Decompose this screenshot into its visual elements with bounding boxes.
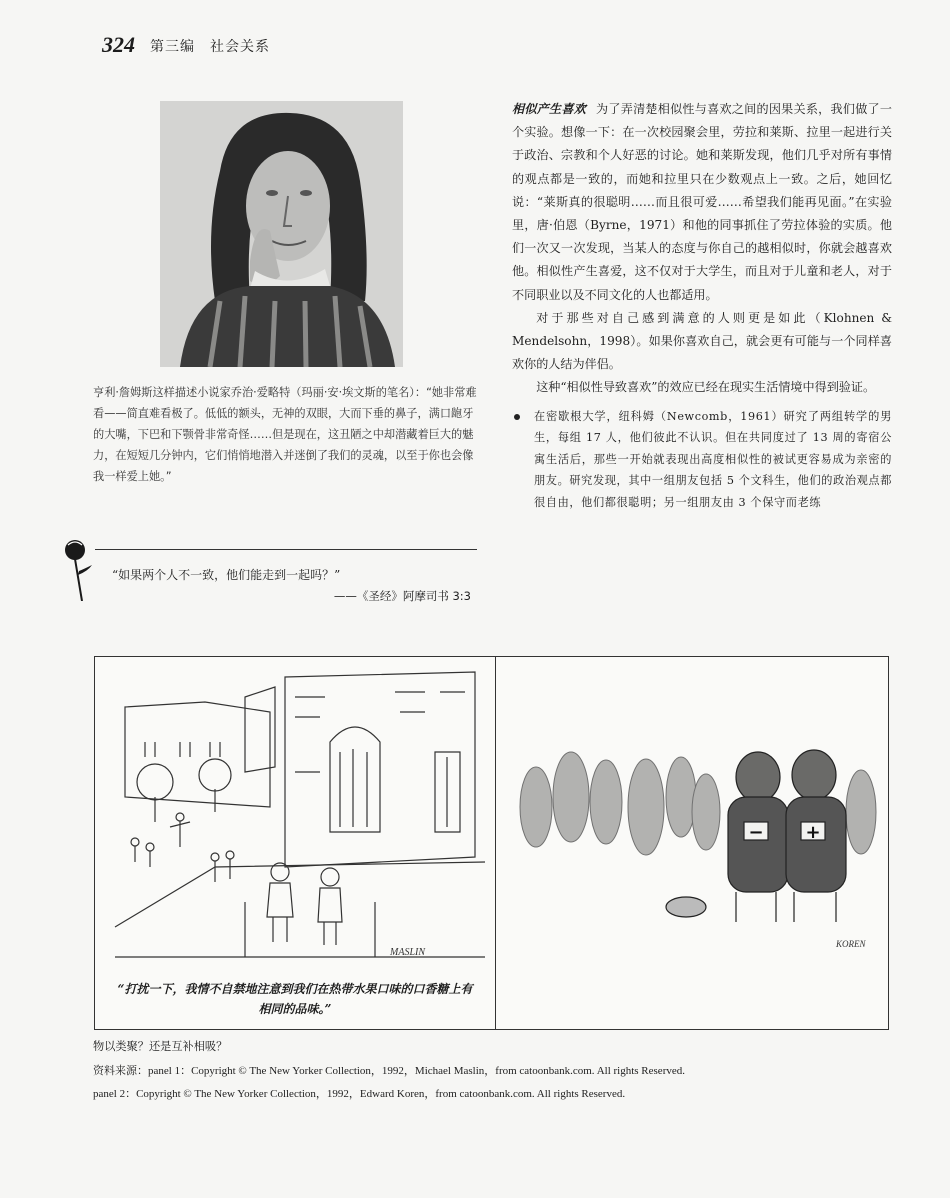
plus-sign-icon: + — [805, 822, 821, 843]
epigraph-rule — [95, 549, 477, 550]
paragraph-1-text: 为了弄清楚相似性与喜欢之间的因果关系，我们做了一个实验。想像一下：在一次校园聚会里，劳拉和莱斯、拉里一起进行关于政治、宗教和个人好恶的讨论。她和莱斯发现，他们几乎对所有事情的观点都是一致的，而她和拉里只在少数观点上一致。之后，她回忆说：“莱斯真的很聪明……而且很可爱……希望我们能再见面。”在实验里，唐·伯恩（Byrne，1971）和他的同事抓住了劳拉体验的实质。他们一次又一次发现，当某人的态度与你自己的越相似时，你就会越喜欢他。相似性产生喜爱，这不仅对于大学生，而且对于儿童和老人，对于不同职业以及不同文化的人也都适用。 — [512, 102, 892, 302]
cartoon-2-signature: KOREN — [836, 939, 866, 949]
crowd-cartoon-drawing — [496, 657, 888, 1029]
running-head: 第三编 社会关系 — [150, 39, 270, 55]
cartoon-caption: 物以类聚？还是互补相吸？ — [93, 1040, 228, 1053]
main-text-column — [512, 98, 892, 513]
bullet-icon — [514, 414, 520, 420]
rose-icon — [62, 537, 96, 601]
campus-cartoon-drawing — [95, 657, 495, 977]
section-heading: 相似产生喜欢 — [512, 102, 587, 116]
page-number: 324 — [102, 32, 135, 57]
cartoon-1-signature: MASLIN — [390, 947, 425, 958]
bullet-list — [512, 406, 892, 514]
credit-line-2: panel 2：Copyright © The New Yorker Collection，1992，Edward Koren，from catoonbank.com. All rights Reserved. — [93, 1088, 626, 1100]
bullet-text: 在密歇根大学，纽科姆（Newcomb，1961）研究了两组转学的男生，每组 17 人，他们彼此不认识。但在共同度过了 13 周的寄宿公寓生活后，那些一开始就表现出高度相似性的被试更容易成为亲密的朋友。研究发现，其中一组朋友包括 5 个文科生，他们的政治观点都很自由，他们都很聪明；另一组朋友由 3 个保守而老练 — [534, 409, 892, 509]
paragraph-2: 对于那些对自己感到满意的人则更是如此（Klohnen & Mendelsohn，1998）。如果你喜欢自己，就会更有可能与一个同样喜欢你的人结为伴侣。 — [512, 310, 892, 372]
paragraph-intro — [512, 98, 892, 307]
cartoon-1-caption: “打扰一下，我情不自禁地注意到我们在热带水果口味的口香糖上有相同的品味。” — [117, 982, 473, 1016]
epigraph-text: “如果两个人不一致，他们能走到一起吗？” — [112, 568, 341, 582]
epigraph-source: ——《圣经》阿摩司书 3:3 — [333, 589, 471, 603]
list-item — [512, 406, 892, 514]
portrait-illustration — [160, 101, 403, 367]
paragraph-3: 这种“相似性导致喜欢”的效应已经在现实生活情境中得到验证。 — [536, 380, 876, 395]
portrait-caption: 亨利·詹姆斯这样描述小说家乔治·爱略特（玛丽·安·埃文斯的笔名）：“她非常难看——简直难看极了。低低的额头，无神的双眼，大而下垂的鼻子，满口龅牙的大嘴，下巴和下颚骨非常奇怪……但是现在，这丑陋之中却潜藏着巨大的魅力，在短短几分钟内，它们悄悄地潜入并迷倒了我们的灵魂，以至于你也会像我一样爱上她。” — [93, 386, 477, 483]
epigraph-box — [62, 537, 477, 607]
minus-sign-icon: − — [748, 822, 764, 843]
cartoon-panel-2 — [496, 657, 888, 1029]
portrait-photo — [160, 101, 403, 367]
cartoon-panel-1 — [95, 657, 495, 1029]
cartoon-frame — [94, 656, 889, 1030]
credit-line-1: 资料来源：panel 1：Copyright © The New Yorker Collection，1992，Michael Maslin，from catoonbank.com. All rights Reserved. — [93, 1065, 685, 1077]
